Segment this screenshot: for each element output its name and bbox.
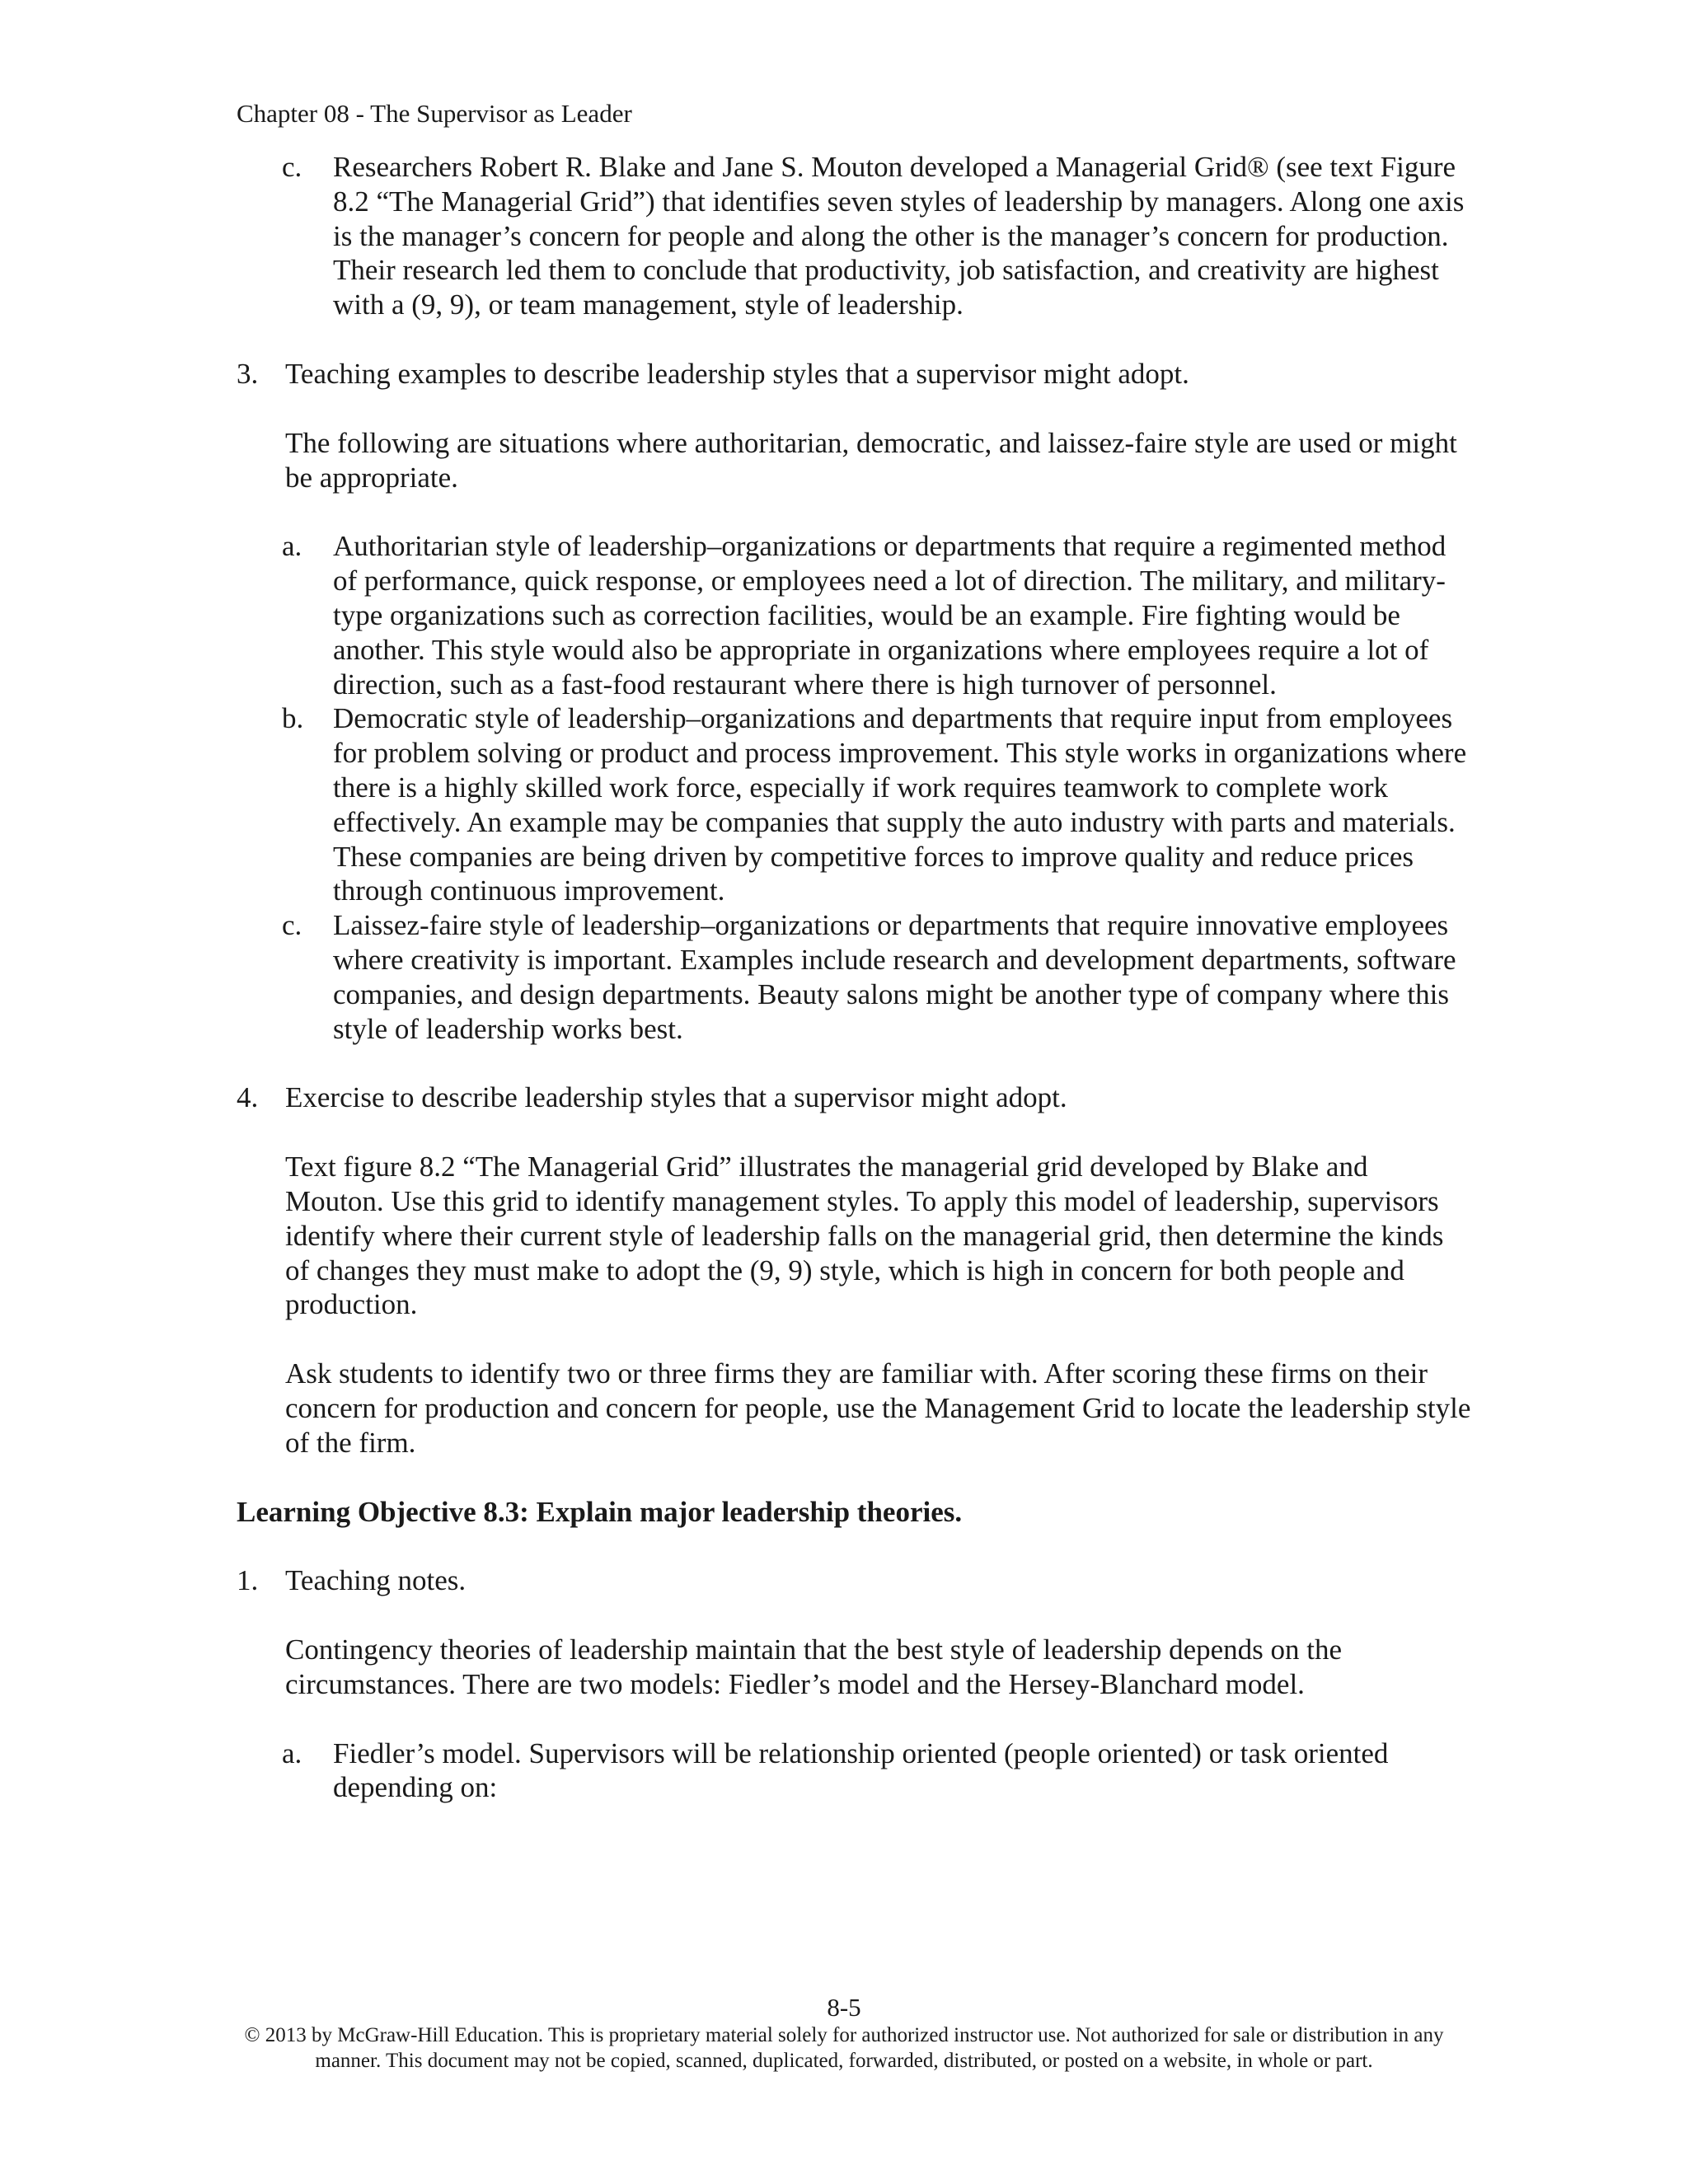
- list-marker: 4.: [237, 1081, 259, 1114]
- paragraph-styles-intro: The following are situations where authoritarian, democratic, and laissez-faire style are used or might be appropriate.: [285, 426, 1457, 494]
- list-marker: a.: [282, 1736, 302, 1769]
- list-item-text: Fiedler’s model. Supervisors will be relationship oriented (people oriented) or task oriented depending on:: [333, 1736, 1389, 1804]
- page-number: 8-5: [827, 1993, 861, 2022]
- list-item-4: [237, 1080, 1473, 1115]
- list-item-3a: [237, 529, 1473, 701]
- list-item-3c: [237, 908, 1473, 1046]
- paragraph-contingency-theories: Contingency theories of leadership maintain that the best style of leadership depends on the circumstances. There are two models: Fiedler’s model and the Hersey-Blanchard model.: [285, 1633, 1343, 1700]
- list-marker: 3.: [237, 357, 259, 390]
- paragraph-managerial-grid: Text figure 8.2 “The Managerial Grid” illustrates the managerial grid developed by Blake and Mouton. Use this grid to identify management styles. To apply this model of leadership, supervisors identify where their current style of leadership falls on the managerial grid, then determine the kinds of changes they must make to adopt the (9, 9) style, which is high in concern for both people and production.: [285, 1151, 1444, 1321]
- list-item-3: [237, 357, 1473, 391]
- page-footer: [0, 1993, 1688, 2074]
- list-item-2c: [237, 150, 1473, 322]
- list-item-1a: [237, 1736, 1473, 1806]
- copyright-notice: © 2013 by McGraw-Hill Education. This is proprietary material solely for authorized instructor use. Not authorized for sale or distribution in any manner. This document may not be copied, scanned, duplicated, forwarded, distributed, or posted on a website, in whole or part.: [244, 2024, 1444, 2072]
- list-marker: c.: [282, 909, 302, 942]
- list-marker: c.: [282, 151, 302, 183]
- running-header: Chapter 08 - The Supervisor as Leader: [237, 99, 632, 128]
- list-item-text: Democratic style of leadership–organizations and departments that require input from employees for problem solving or product and process improvement. This style works in organizations where there is a highly skilled work force, especially if work requires teamwork to complete work effectively. An example may be companies that supply the auto industry with parts and materials. These companies are being driven by competitive forces to improve quality and reduce prices through continuous improvement.: [333, 702, 1467, 907]
- list-item-text: Authoritarian style of leadership–organizations or departments that require a regimented method of performance, quick response, or employees need a lot of direction. The military, and military-type organizations such as correction facilities, would be an example. Fire fighting would be another. This style would also be appropriate in organizations where employees require a lot of direction, such as a fast-food restaurant where there is high turnover of personnel.: [333, 530, 1447, 701]
- list-item-text: Laissez-faire style of leadership–organizations or departments that require innovative employees where creativity is important. Examples include research and development departments, software companies, and design departments. Beauty salons might be another type of company where this style of leadership works best.: [333, 909, 1456, 1045]
- list-marker: a.: [282, 530, 302, 563]
- list-marker: b.: [282, 702, 304, 735]
- list-item-text: Exercise to describe leadership styles that a supervisor might adopt.: [285, 1081, 1067, 1114]
- list-marker: 1.: [237, 1564, 259, 1597]
- document-body: [237, 150, 1473, 1805]
- paragraph-student-exercise: Ask students to identify two or three firms they are familiar with. After scoring these firms on their concern for production and concern for people, use the Management Grid to locate the leadership style of the firm.: [285, 1357, 1471, 1459]
- learning-objective-heading: Learning Objective 8.3: Explain major leadership theories.: [237, 1495, 963, 1528]
- list-item-text: Teaching examples to describe leadership styles that a supervisor might adopt.: [285, 357, 1189, 390]
- list-item-text: Teaching notes.: [285, 1564, 467, 1597]
- list-item-3b: [237, 701, 1473, 908]
- list-item-text: Researchers Robert R. Blake and Jane S. Mouton developed a Managerial Grid® (see text Figure 8.2 “The Managerial Grid”) that identifies seven styles of leadership by managers. Along one axis is the manager’s concern for people and along the other is the manager’s concern for production. Their research led them to conclude that productivity, job satisfaction, and creativity are highest with a (9, 9), or team management, style of leadership.: [333, 151, 1465, 321]
- list-item-1: [237, 1563, 1473, 1598]
